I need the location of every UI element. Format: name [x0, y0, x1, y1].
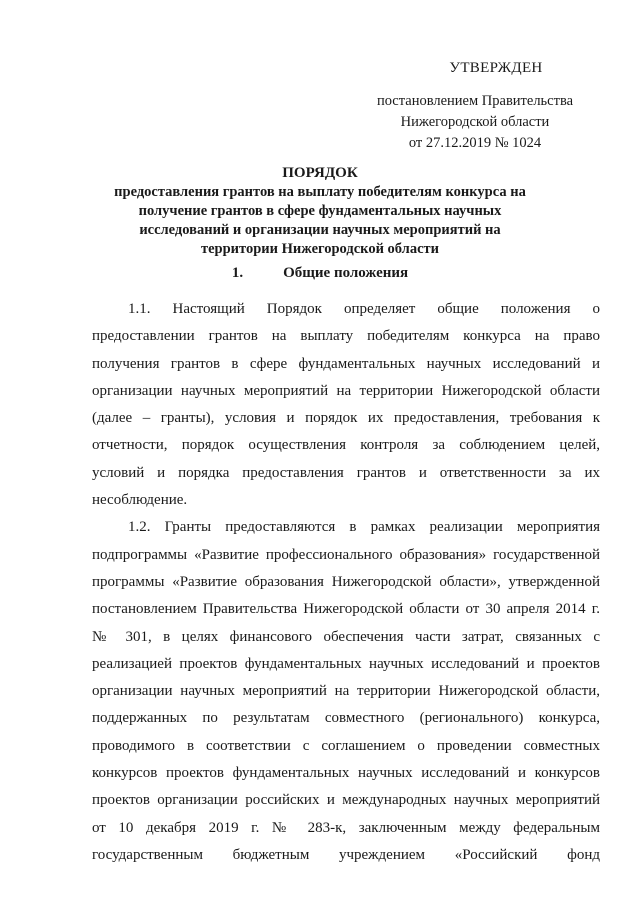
paragraph-line: подпрограммы «Развитие профессионального образования» государственной: [92, 546, 600, 563]
paragraph-line: реализацией проектов фундаментальных научных исследований и проектов: [92, 655, 600, 672]
paragraph-line: проводимого в соответствии с соглашением о проведении совместных: [92, 737, 600, 754]
approval-line: постановлением Правительства: [376, 93, 574, 109]
paragraph-line: предоставлении грантов на выплату победителям конкурса на право: [92, 328, 600, 345]
paragraph-line: конкурсов проектов фундаментальных научных исследований и конкурсов: [92, 765, 600, 782]
paragraph-line: 1.2. Гранты предоставляются в рамках реализации мероприятия: [128, 519, 600, 536]
title-line: территории Нижегородской области: [201, 241, 439, 257]
body-text: [92, 296, 600, 869]
paragraph-line: отчетности, порядок осуществления контроля за соблюдением целей,: [92, 437, 600, 454]
approval-line: от 27.12.2019 № 1024: [408, 135, 542, 151]
document-title: [85, 164, 555, 259]
paragraph-line: 1.1. Настоящий Порядок определяет общие положения о: [128, 301, 600, 317]
title-main: ПОРЯДОК: [282, 165, 358, 181]
approval-line: Нижегородской области: [400, 114, 550, 130]
section-title: Общие положения: [283, 265, 409, 281]
title-line: предоставления грантов на выплату победителям конкурса на: [114, 184, 526, 200]
section-heading: [0, 265, 640, 282]
paragraph-line: от 10 декабря 2019 г. № 283-к, заключенным между федеральным: [92, 819, 600, 836]
paragraph-line: № 301, в целях финансового обеспечения части затрат, связанных с: [92, 628, 600, 645]
paragraph-line: постановлением Правительства Нижегородской области от 30 апреля 2014 г.: [92, 601, 600, 618]
paragraph-line: программы «Развитие образования Нижегородской области», утвержденной: [92, 573, 600, 590]
paragraph-line: несоблюдение.: [92, 492, 188, 509]
paragraph-line: организации научных мероприятий на территории Нижегородской области,: [92, 683, 600, 700]
approval-stamp: [350, 58, 600, 154]
paragraph-line: получения грантов в сфере фундаментальных научных исследований и: [92, 355, 600, 372]
section-number: 1.: [231, 265, 244, 281]
paragraph-line: государственным бюджетным учреждением «Российский фонд: [92, 846, 600, 863]
approved-heading: УТВЕРЖДЕН: [449, 60, 543, 76]
title-line: исследований и организации научных мероприятий на: [139, 222, 501, 238]
paragraph-line: поддержанных по результатам совместного (регионального) конкурса,: [92, 710, 600, 727]
paragraph-line: проектов организации российских и международных научных мероприятий: [92, 792, 600, 809]
paragraph-line: организации научных мероприятий на территории Нижегородской области: [92, 382, 600, 399]
paragraph-line: (далее – гранты), условия и порядок их предоставления, требования к: [92, 410, 600, 427]
title-line: получение грантов в сфере фундаментальных научных: [138, 203, 502, 219]
paragraph-line: условий и порядка предоставления грантов и ответственности за их: [92, 464, 600, 481]
